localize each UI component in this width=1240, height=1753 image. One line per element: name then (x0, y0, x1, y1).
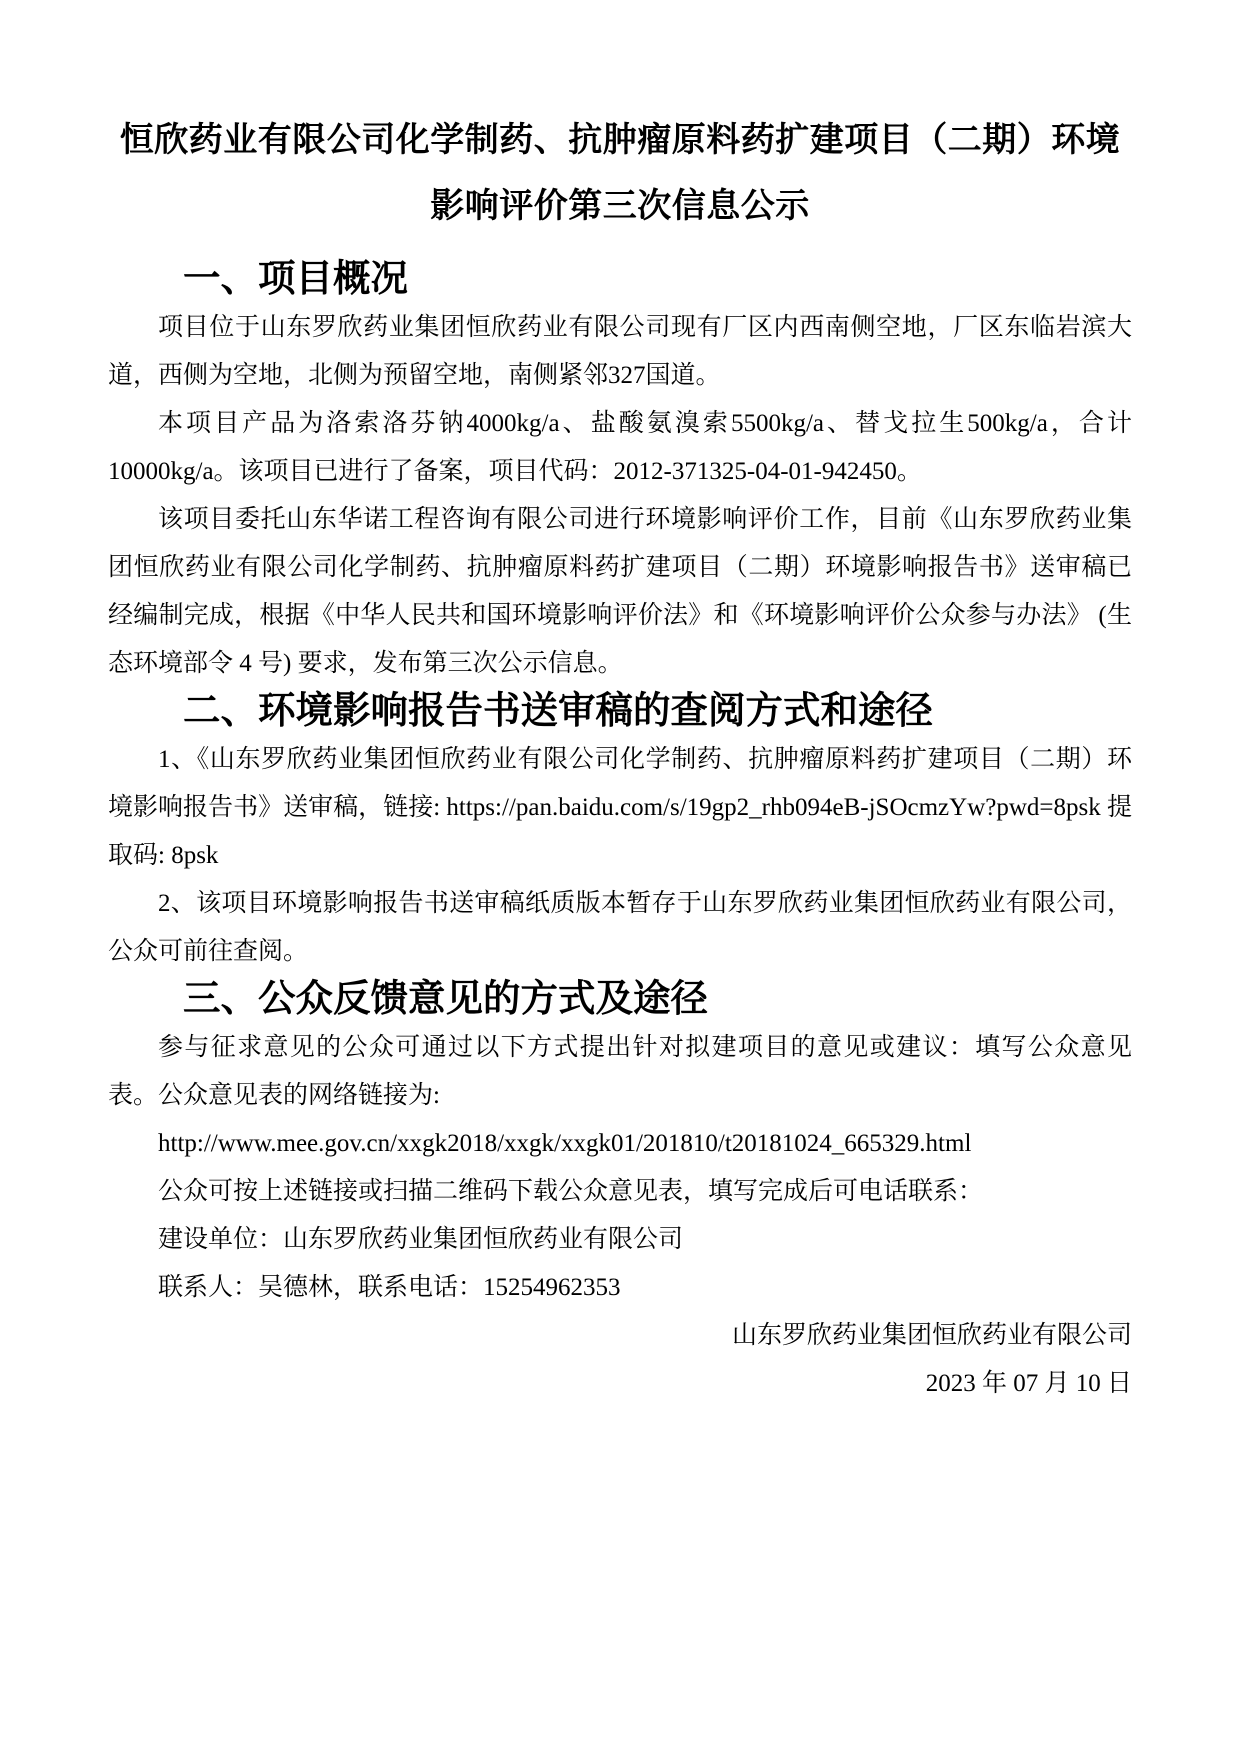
signature-company: 山东罗欣药业集团恒欣药业有限公司 (731, 1322, 1132, 1349)
construction-unit-line: 建设单位：山东罗欣药业集团恒欣药业有限公司 (158, 1226, 684, 1253)
contact-person-line: 联系人：吴德林，联系电话：15254962353 (158, 1274, 621, 1301)
section-3-paragraph-download-instruction: 公众可按上述链接或扫描二维码下载公众意见表，填写完成后可电话联系： (158, 1178, 984, 1205)
public-comment-form-url: http://www.mee.gov.cn/xxgk2018/xxgk/xxgk01/201810/t20181024_665329.html (158, 1130, 972, 1157)
document-title: 恒欣药业有限公司化学制药、抗肿瘤原料药扩建项目（二期）环境影响评价第三次信息公示 (119, 122, 1121, 225)
signature-date: 2023 年 07 月 10 日 (925, 1370, 1132, 1397)
section-2-paragraph-paper-copy: 2、该项目环境影响报告书送审稿纸质版本暂存于山东罗欣药业集团恒欣药业有限公司，公众可前往查阅。 (108, 890, 1132, 965)
section-1-paragraph-location: 项目位于山东罗欣药业集团恒欣药业有限公司现有厂区内西南侧空地，厂区东临岩滨大道，西侧为空地，北侧为预留空地，南侧紧邻327国道。 (108, 314, 1132, 389)
section-1-paragraph-products: 本项目产品为洛索洛芬钠4000kg/a、盐酸氨溴索5500kg/a、替戈拉生500kg/a，合计10000kg/a。该项目已进行了备案，项目代码：2012-371325-04-01-942450。 (108, 410, 1132, 485)
section-2-heading: 二、环境影响报告书送审稿的查阅方式和途径 (183, 691, 933, 732)
section-3-paragraph-feedback-method: 参与征求意见的公众可通过以下方式提出针对拟建项目的意见或建议：填写公众意见表。公众意见表的网络链接为: (108, 1034, 1132, 1109)
section-3-heading: 三、公众反馈意见的方式及途径 (183, 979, 708, 1020)
section-2-paragraph-report-link: 1、《山东罗欣药业集团恒欣药业有限公司化学制药、抗肿瘤原料药扩建项目（二期）环境影响报告书》送审稿，链接: https://pan.baidu.com/s/19gp2_rhb094eB-jSOcmzYw?pwd=8psk 提取码: 8psk (108, 746, 1132, 869)
section-1-paragraph-eia-commission: 该项目委托山东华诺工程咨询有限公司进行环境影响评价工作，目前《山东罗欣药业集团恒欣药业有限公司化学制药、抗肿瘤原料药扩建项目（二期）环境影响报告书》送审稿已经编制完成，根据《中华人民共和国环境影响评价法》和《环境影响评价公众参与办法》 (生态环境部令 4 号) 要求，发布第三次公示信息。 (108, 506, 1132, 677)
section-1-heading: 一、项目概况 (183, 259, 408, 300)
